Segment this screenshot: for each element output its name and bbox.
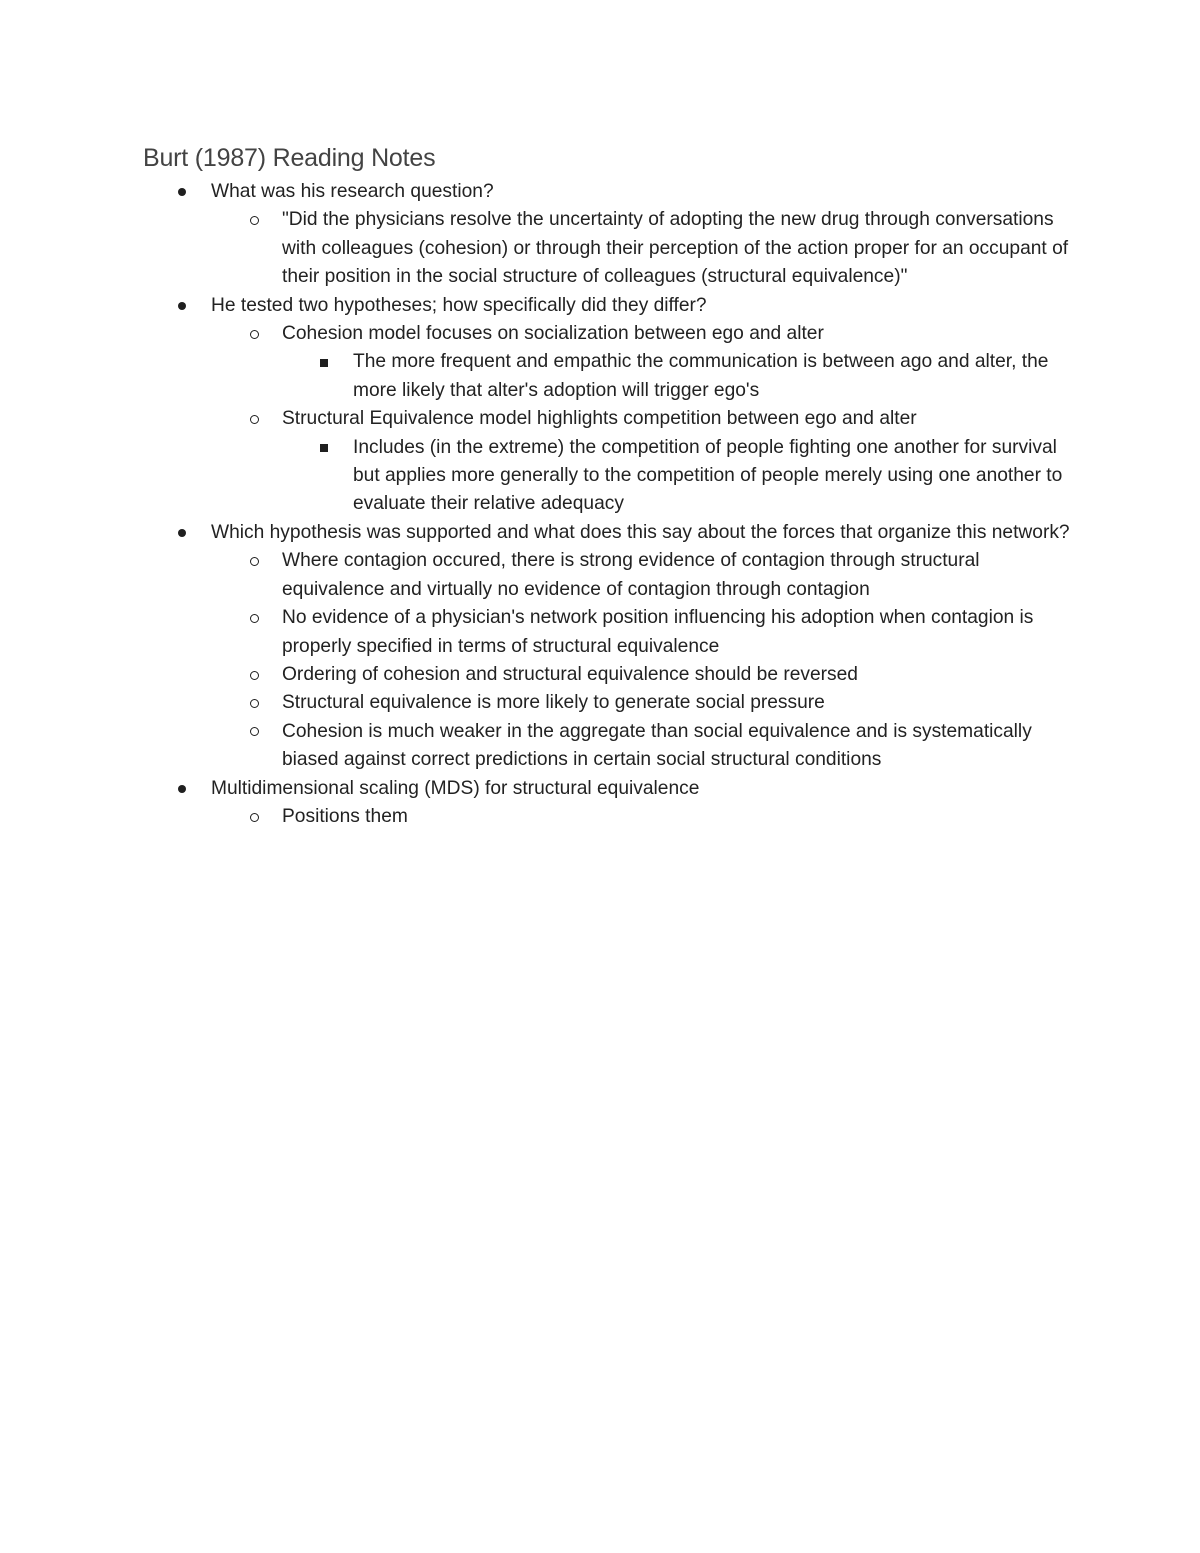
bullet-dot-icon bbox=[177, 292, 187, 320]
list-item-text: Cohesion model focuses on socialization between ego and alter bbox=[282, 323, 824, 345]
list-item-text: Structural Equivalence model highlights competition between ego and alter bbox=[282, 408, 917, 430]
bullet-circle-icon bbox=[248, 604, 260, 632]
list-item-text: Includes (in the extreme) the competition of people fighting one another for survival but applies more generally to the competition of people merely using one another to evaluate their relative adequacy bbox=[353, 436, 1063, 515]
list-item-text: Multidimensional scaling (MDS) for structural equivalence bbox=[211, 777, 700, 799]
list-item-text: No evidence of a physician's network position influencing his adoption when contagion is properly specified in terms of structural equivalence bbox=[282, 607, 1034, 657]
list-item-text: He tested two hypotheses; how specifically did they differ? bbox=[211, 294, 707, 316]
bullet-circle-icon bbox=[248, 320, 260, 348]
notes-list bbox=[143, 178, 1083, 831]
list-item-text: Cohesion is much weaker in the aggregate than social equivalence and is systematically biased against correct predictions in certain social structural conditions bbox=[282, 720, 1032, 771]
list-item-text: What was his research question? bbox=[211, 181, 494, 202]
list-item bbox=[143, 320, 1083, 348]
list-item bbox=[143, 661, 1083, 689]
list-item-text: Positions them bbox=[282, 805, 408, 827]
page-title: Burt (1987) Reading Notes bbox=[143, 144, 436, 172]
list-item-text: Which hypothesis was supported and what does this say about the forces that organize this network? bbox=[211, 521, 1070, 543]
bullet-circle-icon bbox=[248, 718, 260, 746]
list-item bbox=[143, 178, 1083, 206]
list-item bbox=[143, 348, 1083, 405]
bullet-dot-icon bbox=[177, 519, 187, 547]
bullet-square-icon bbox=[318, 434, 330, 462]
list-item bbox=[143, 547, 1083, 604]
list-item bbox=[143, 718, 1083, 775]
list-item bbox=[143, 775, 1083, 803]
list-item bbox=[143, 803, 1083, 831]
list-item bbox=[143, 519, 1083, 547]
list-item bbox=[143, 434, 1083, 519]
bullet-circle-icon bbox=[248, 206, 260, 234]
bullet-circle-icon bbox=[248, 661, 260, 689]
list-item-text: Where contagion occured, there is strong evidence of contagion through structural equivalence and virtually no evidence of contagion through contagion bbox=[282, 550, 980, 600]
list-item-text: Structural equivalence is more likely to generate social pressure bbox=[282, 692, 825, 714]
list-item bbox=[143, 405, 1083, 433]
bullet-circle-icon bbox=[248, 803, 260, 831]
list-item bbox=[143, 292, 1083, 320]
bullet-dot-icon bbox=[177, 178, 187, 206]
bullet-circle-icon bbox=[248, 689, 260, 717]
bullet-dot-icon bbox=[177, 775, 187, 803]
list-item bbox=[143, 689, 1083, 717]
list-item-text: Ordering of cohesion and structural equivalence should be reversed bbox=[282, 663, 858, 685]
bullet-square-icon bbox=[318, 348, 330, 376]
list-item bbox=[143, 206, 1083, 291]
bullet-circle-icon bbox=[248, 547, 260, 575]
bullet-circle-icon bbox=[248, 405, 260, 433]
list-item-text: "Did the physicians resolve the uncertainty of adopting the new drug through conversations with colleagues (cohesion) or through their perception of the action proper for an occupant of their position in the social structure of colleagues (structural equivalence)" bbox=[282, 209, 1069, 288]
list-item bbox=[143, 604, 1083, 661]
document-body bbox=[143, 138, 1083, 831]
list-item-text: The more frequent and empathic the communication is between ago and alter, the more likely that alter's adoption will trigger ego's bbox=[353, 351, 1049, 401]
